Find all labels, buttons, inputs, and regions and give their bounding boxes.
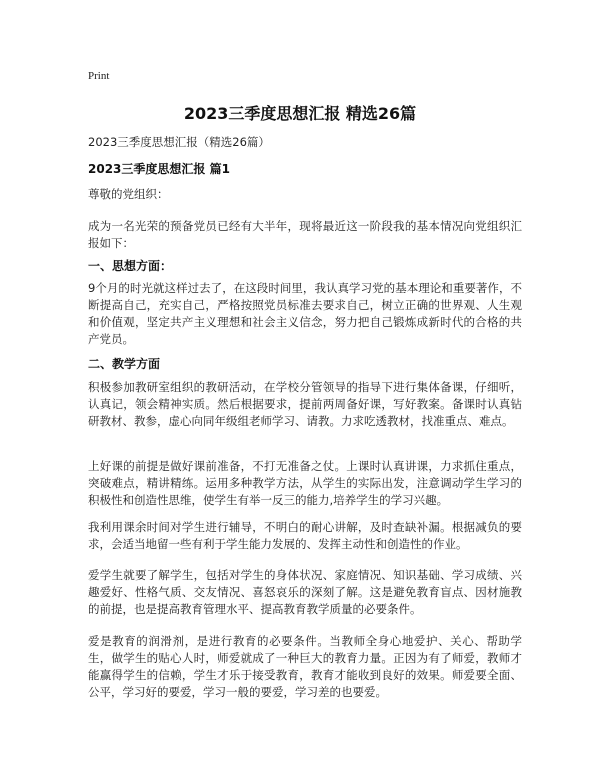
teaching-paragraph-5: 爱是教育的润滑剂，是进行教育的必要条件。当教师全身心地爱护、关心、帮助学生，做学生的贴心人时，师爱就成了一种巨大的教育力量。正因为有了师爱，教师才能赢得学生的信赖，学生才乐于接受教育，教育才能收到良好的效果。师爱要全面、公平，学习好的要爱，学习一般的要爱，学习差的也要爱。: [88, 634, 522, 699]
print-label: Print: [88, 70, 110, 82]
section-title: 2023三季度思想汇报 篇1: [88, 162, 230, 176]
document-subtitle: 2023三季度思想汇报（精选26篇）: [88, 135, 270, 149]
teaching-paragraph-3: 我利用课余时间对学生进行辅导，不明白的耐心讲解，及时查缺补漏。根据减负的要求，会适当地留一些有利于学生能力发展的、发挥主动性和创造性的作业。: [88, 520, 522, 551]
heading-thought: 一、思想方面：: [88, 259, 173, 273]
teaching-paragraph-4: 爱学生就要了解学生，包括对学生的身体状况、家庭情况、知识基础、学习成绩、兴趣爱好、性格气质、交友情况、喜怒哀乐的深刻了解。这是避免教育盲点、因材施教的前提，也是提高教育管理水平、提高教育教学质量的必要条件。: [88, 568, 522, 616]
thought-paragraph: 9个月的时光就这样过去了，在这段时间里，我认真学习党的基本理论和重要著作，不断提高自己，充实自己，严格按照党员标准去要求自己，树立正确的世界观、人生观和价值观，坚定共产主义理想和社会主义信念，努力把自己锻炼成新时代的合格的共产党员。: [88, 281, 522, 346]
heading-teaching: 二、教学方面: [88, 357, 161, 371]
teaching-paragraph-1: 积极参加教研室组织的教研活动，在学校分管领导的指导下进行集体备课，仔细听，认真记，领会精神实质。然后根据要求，提前两周备好课，写好教案。备课时认真钻研教材、教参，虚心向同年级组老师学习、请教。力求吃透教材，找准重点、难点。: [88, 380, 522, 428]
greeting-paragraph: 尊敬的党组织：: [88, 187, 169, 201]
intro-paragraph: 成为一名光荣的预备党员已经有大半年，现将最近这一阶段我的基本情况向党组织汇报如下：: [88, 219, 522, 250]
document-title: 2023三季度思想汇报 精选26篇: [183, 104, 417, 123]
teaching-paragraph-2: 上好课的前提是做好课前准备，不打无准备之仗。上课时认真讲课，力求抓住重点，突破难点，精讲精练。运用多种教学方法，从学生的实际出发，注意调动学生学习的积极性和创造性思维，使学生有举一反三的能力,培养学生的学习兴趣。: [88, 459, 522, 507]
